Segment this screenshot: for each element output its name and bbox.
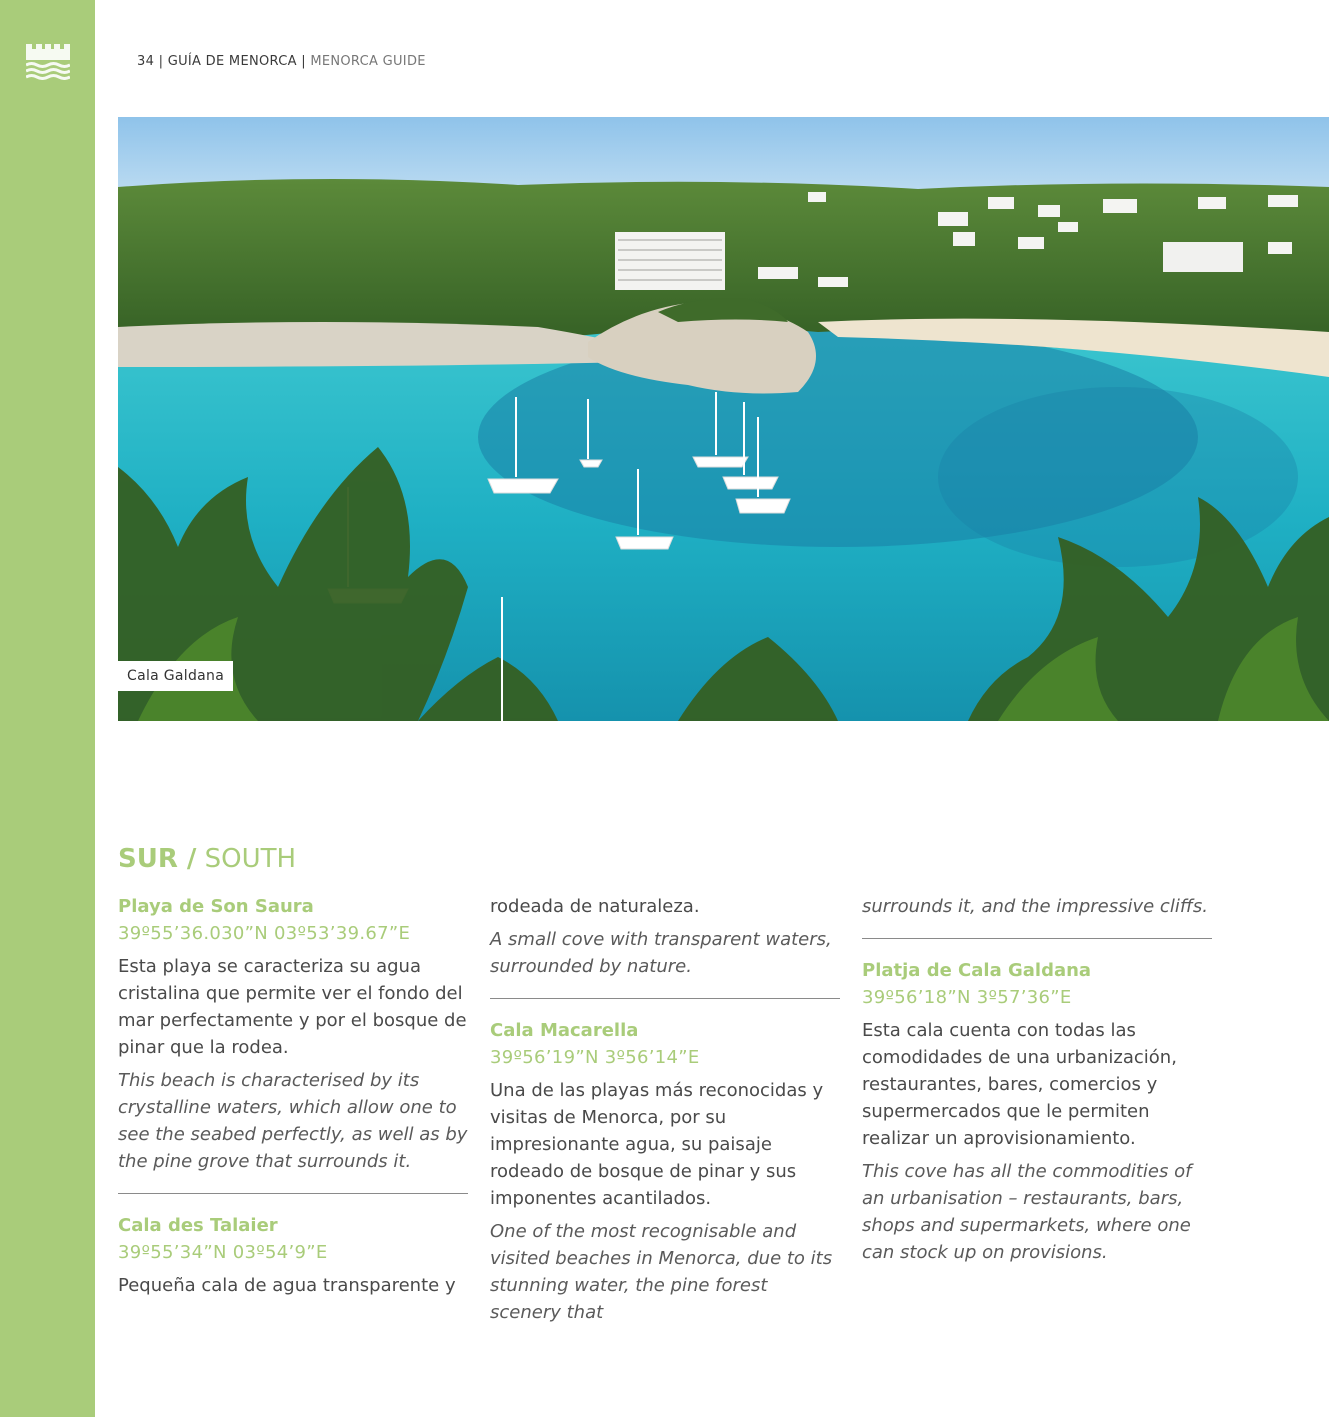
- description-es: Pequeña cala de agua transparente y: [118, 1275, 456, 1296]
- beach-name: Cala des Talaier: [118, 1215, 278, 1236]
- beach-coordinates: 39º56’18”N 3º57’36”E: [862, 987, 1072, 1008]
- section-title: [118, 842, 296, 876]
- beach-coordinates: 39º55’34”N 03º54’9”E: [118, 1242, 328, 1263]
- header-separator: |: [301, 54, 306, 69]
- description-en: A small cove with transparent waters, surrounded by nature.: [490, 929, 832, 977]
- cala-galdana-photo: [118, 117, 1329, 721]
- section-title-es: SUR /: [118, 844, 197, 874]
- description-en: This cove has all the commodities of an urbanisation – restaurants, bars, shops and supermarkets, where one can stock up on provisions.: [862, 1161, 1192, 1263]
- divider: [862, 938, 1212, 939]
- header-separator: |: [158, 54, 164, 69]
- text-column-2: [490, 893, 840, 1326]
- beach-coordinates: 39º56’19”N 3º56’14”E: [490, 1047, 700, 1068]
- description-es: Esta cala cuenta con todas las comodidades de una urbanización, restaurantes, bares, comercios y supermercados que le permiten realizar un aprovisionamiento.: [862, 1020, 1177, 1149]
- page-header: [137, 54, 426, 69]
- description-es: rodeada de naturaleza.: [490, 896, 700, 917]
- text-column-1: [118, 893, 468, 1305]
- beach-name: Platja de Cala Galdana: [862, 960, 1092, 981]
- text-column-3: [862, 893, 1212, 1266]
- sidebar: [0, 0, 95, 1417]
- beach-coordinates: 39º55’36.030”N 03º53’39.67”E: [118, 923, 411, 944]
- photo-caption: Cala Galdana: [118, 661, 233, 691]
- castle-waves-logo-icon: [26, 44, 70, 80]
- section-title-en: SOUTH: [204, 844, 297, 874]
- description-en: This beach is characterised by its crystalline waters, which allow one to see the seabed perfectly, as well as by the pine grove that surrounds it.: [118, 1070, 468, 1172]
- divider: [490, 998, 840, 999]
- divider: [118, 1193, 468, 1194]
- page-number: 34: [137, 54, 155, 69]
- description-es: Una de las playas más reconocidas y visitas de Menorca, por su impresionante agua, su paisaje rodeado de bosque de pinar y sus imponentes acantilados.: [490, 1080, 824, 1209]
- beach-name: Cala Macarella: [490, 1020, 639, 1041]
- description-es: Esta playa se caracteriza su agua cristalina que permite ver el fondo del mar perfectamente y por el bosque de pinar que la rodea.: [118, 956, 467, 1058]
- guide-title-es: GUÍA DE MENORCA: [167, 54, 297, 69]
- description-en: One of the most recognisable and visited beaches in Menorca, due to its stunning water, the pine forest scenery that: [490, 1221, 833, 1323]
- guide-title-en: MENORCA GUIDE: [310, 54, 426, 69]
- description-en: surrounds it, and the impressive cliffs.: [862, 896, 1208, 917]
- beach-name: Playa de Son Saura: [118, 896, 314, 917]
